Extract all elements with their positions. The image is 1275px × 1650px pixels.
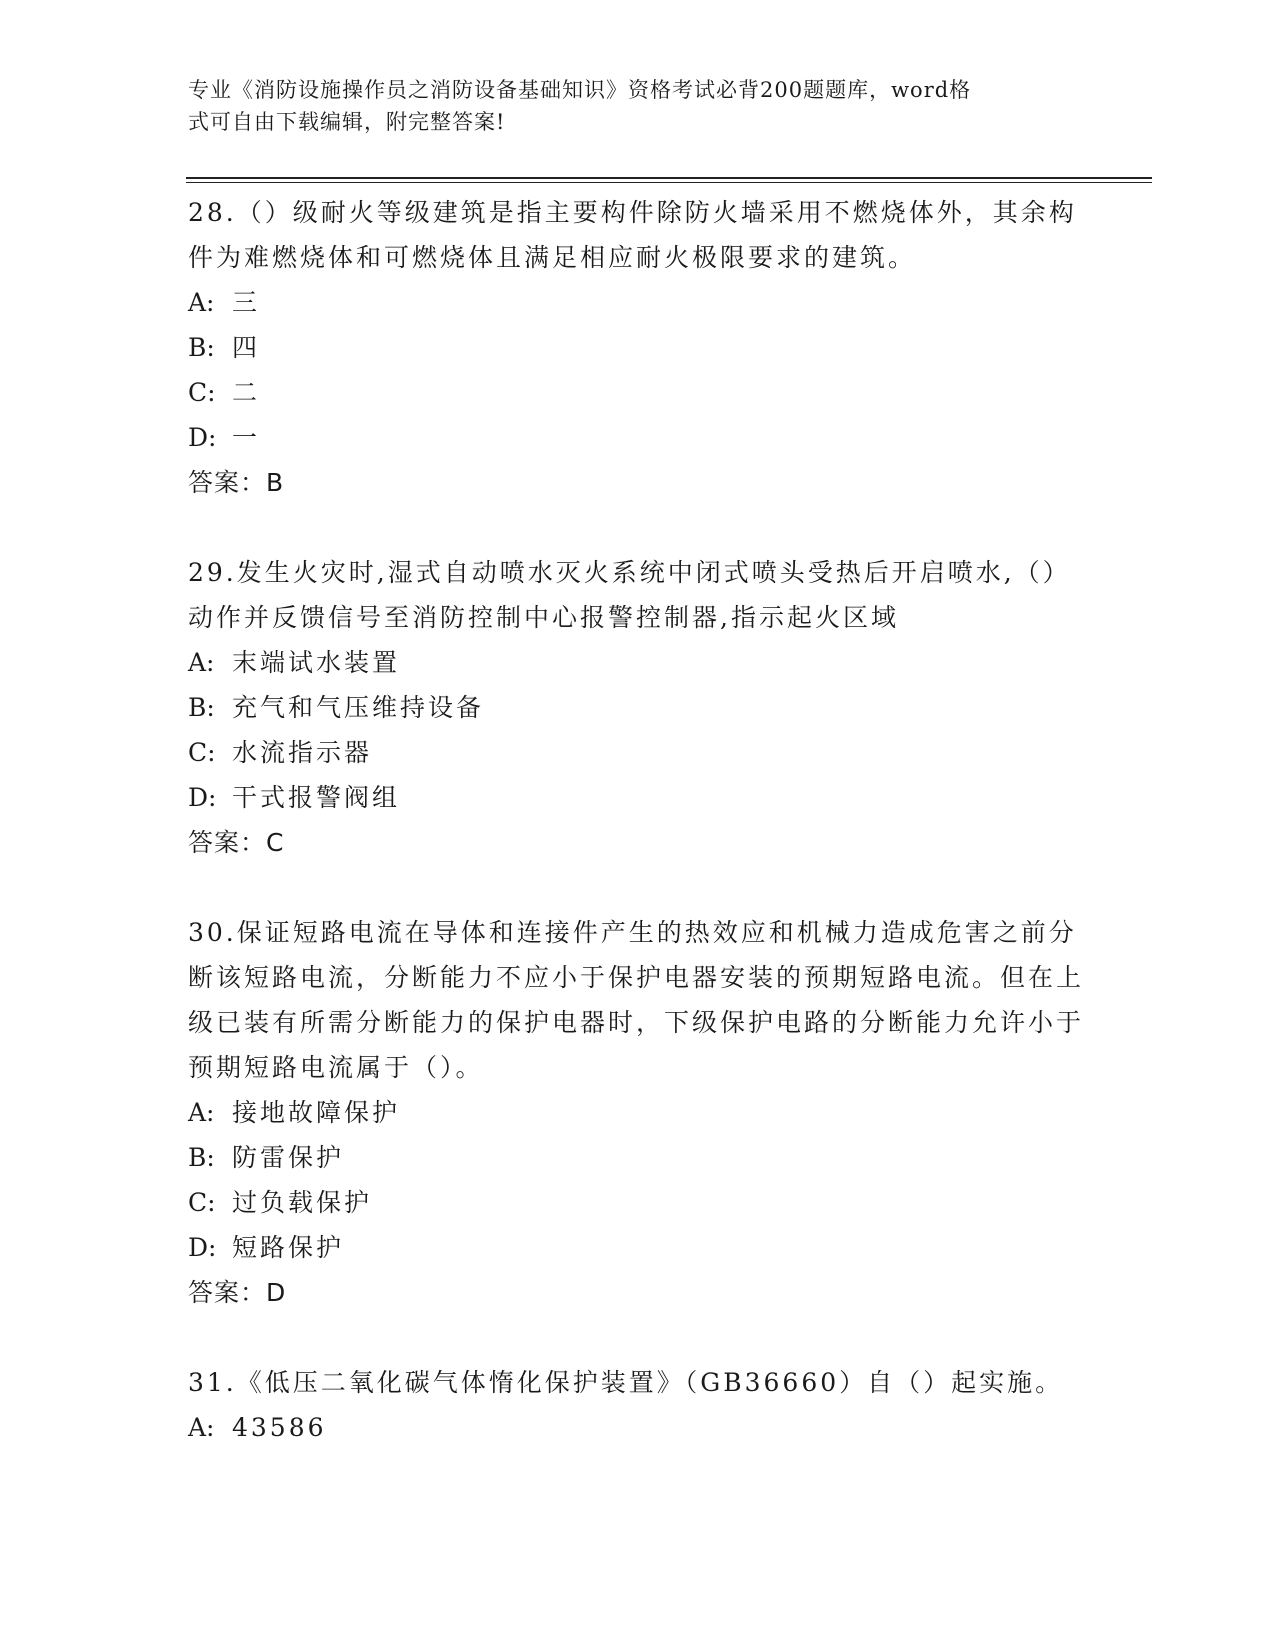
option-text: 二 (232, 378, 261, 407)
option-letter: D: (188, 423, 217, 452)
option-a (188, 640, 1088, 685)
question-text: 31.《低压二氧化碳气体惰化保护装置》（GB36660）自（）起实施。 (188, 1368, 1064, 1397)
answer-text: 答案：B (188, 468, 285, 497)
header-divider-thin (186, 182, 1152, 183)
option-a (188, 1405, 1088, 1450)
option-letter: D: (188, 1233, 217, 1262)
option-letter: C: (188, 738, 216, 767)
option-b (188, 325, 1088, 370)
option-letter: A: (188, 1413, 215, 1442)
option-letter: C: (188, 1188, 216, 1217)
answer-text: 答案：C (188, 828, 285, 857)
header-divider-thick (186, 177, 1152, 179)
question-text: 28.（）级耐火等级建筑是指主要构件除防火墙采用不燃烧体外，其余构件为难燃烧体和可燃烧体且满足相应耐火极限要求的建筑。 (188, 198, 1077, 272)
option-text: 接地故障保护 (232, 1098, 401, 1127)
option-text: 防雷保护 (232, 1143, 345, 1172)
answer-text: 答案：D (188, 1278, 287, 1307)
question-30 (188, 910, 1088, 1315)
option-text: 充气和气压维持设备 (232, 693, 485, 722)
option-a (188, 1090, 1088, 1135)
option-text: 43586 (232, 1413, 327, 1442)
option-b (188, 685, 1088, 730)
option-d (188, 415, 1088, 460)
option-letter: B: (188, 1143, 215, 1172)
option-c (188, 730, 1088, 775)
option-text: 一 (232, 423, 261, 452)
option-text: 末端试水装置 (232, 648, 401, 677)
option-text: 水流指示器 (232, 738, 373, 767)
question-29 (188, 550, 1088, 865)
question-text: 29.发生火灾时,湿式自动喷水灭火系统中闭式喷头受热后开启喷水,（）动作并反馈信号至消防控制中心报警控制器,指示起火区域 (188, 558, 1071, 632)
option-c (188, 1180, 1088, 1225)
option-text: 短路保护 (232, 1233, 345, 1262)
option-d (188, 1225, 1088, 1270)
option-c (188, 370, 1088, 415)
option-b (188, 1135, 1088, 1180)
question-list (188, 190, 1088, 1495)
option-text: 过负载保护 (232, 1188, 373, 1217)
option-letter: A: (188, 648, 215, 677)
option-d (188, 775, 1088, 820)
option-letter: A: (188, 288, 215, 317)
option-letter: B: (188, 693, 215, 722)
question-text: 30.保证短路电流在导体和连接件产生的热效应和机械力造成危害之前分断该短路电流，分断能力不应小于保护电器安装的预期短路电流。但在上级已装有所需分断能力的保护电器时，下级保护电路的分断能力允许小于预期短路电流属于（）。 (188, 918, 1085, 1082)
option-text: 干式报警阀组 (232, 783, 401, 812)
option-a (188, 280, 1088, 325)
option-letter: D: (188, 783, 217, 812)
option-letter: C: (188, 378, 216, 407)
header-line-2: 式可自由下载编辑，附完整答案! (188, 110, 506, 134)
option-text: 四 (232, 333, 261, 362)
question-31 (188, 1360, 1088, 1450)
header-line-1: 专业《消防设施操作员之消防设备基础知识》资格考试必背200题题库，word格 (188, 78, 972, 102)
option-text: 三 (232, 288, 261, 317)
question-28 (188, 190, 1088, 505)
option-letter: A: (188, 1098, 215, 1127)
option-letter: B: (188, 333, 215, 362)
document-header (188, 74, 1068, 138)
